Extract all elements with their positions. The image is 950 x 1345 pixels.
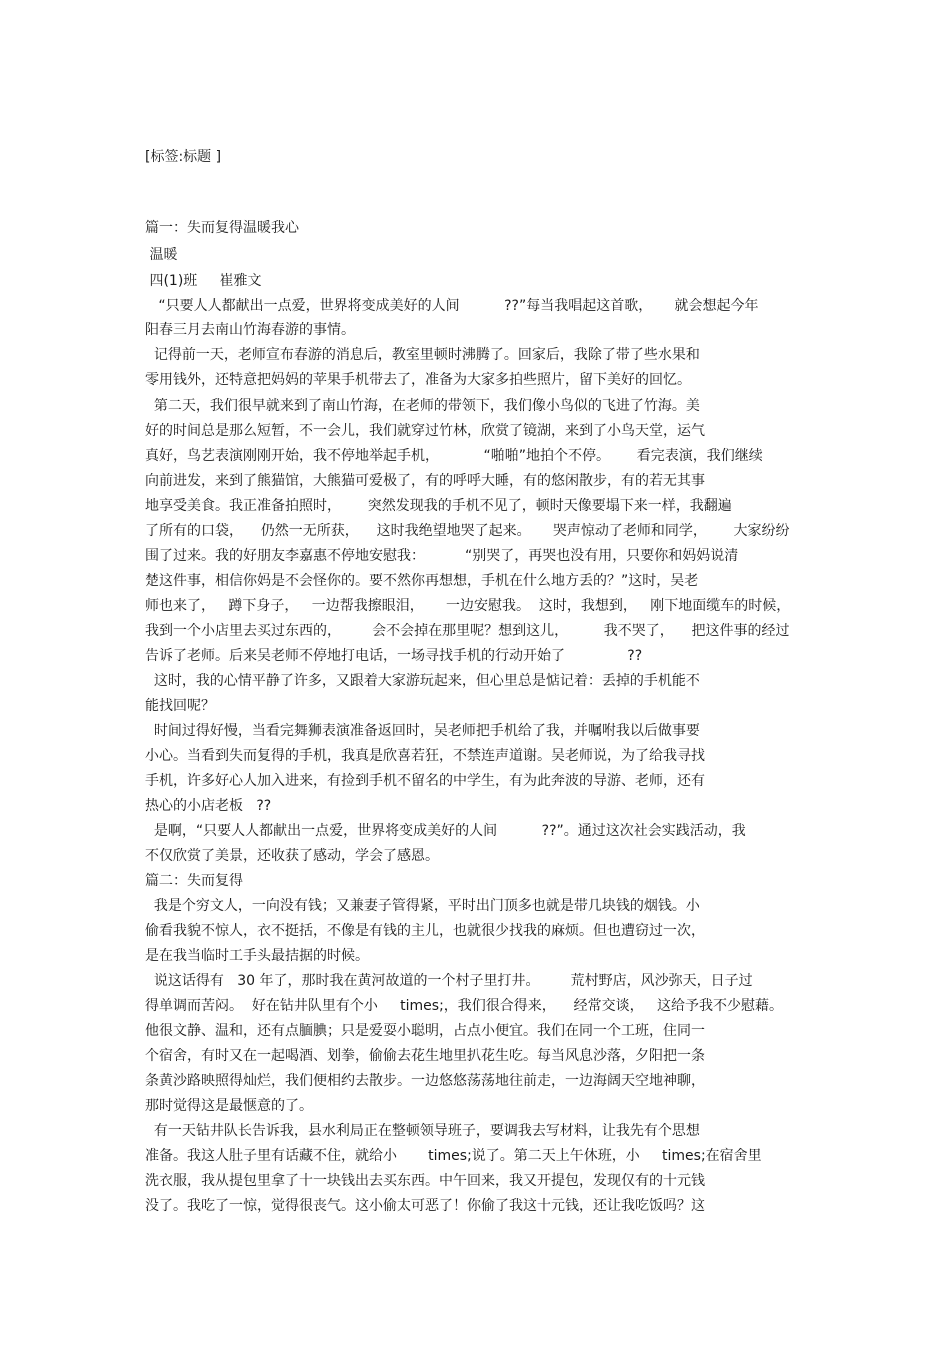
text-line: 能找回呢？: [145, 698, 215, 714]
text-line: 记得前一天，老师宣布春游的消息后，教室里顿时沸腾了。回家后，我除了带了些水果和: [145, 347, 700, 363]
text-line: 他很文静、温和，还有点腼腆；只是爱耍小聪明，占点小便宜。我们在同一个工班，住同一: [145, 1023, 705, 1039]
text-line: 围了过来。我的好朋友李嘉惠不停地安慰我： “别哭了，再哭也没有用，只要你和妈妈说清: [145, 548, 739, 564]
tag-line: [标签:标题 ]: [145, 149, 222, 165]
text-line: 篇一：失而复得温暖我心: [145, 220, 299, 236]
text-line: 好的时间总是那么短暂，不一会儿，我们就穿过竹林，欣赏了镜湖，来到了小鸟天堂，运气: [145, 423, 705, 439]
text-line: 真好，鸟艺表演刚刚开始，我不停地举起手机， “啪啪”地拍个不停。 看完表演，我们继续: [145, 448, 763, 464]
text-line: 是在我当临时工手头最拮据的时候。: [145, 948, 369, 964]
text-line: 小心。当看到失而复得的手机，我真是欣喜若狂，不禁连声道谢。吴老师说，为了给我寻找: [145, 748, 705, 764]
text-line: 我到一个小店里去买过东西的， 会不会掉在那里呢？想到这儿， 我不哭了， 把这件事的经过: [145, 623, 790, 639]
text-line: 时间过得好慢，当看完舞狮表演准备返回时，吴老师把手机给了我，并嘱咐我以后做事要: [145, 723, 700, 739]
text-line: 说这话得有 30 年了，那时我在黄河故道的一个村子里打井。 荒村野店，风沙弥天，日子过: [145, 973, 753, 989]
text-line: 不仅欣赏了美景，还收获了感动，学会了感恩。: [145, 848, 439, 864]
text-line: 准备。我这人肚子里有话藏不住，就给小 times;说了。第二天上午休班，小 times;在宿舍里: [145, 1148, 762, 1164]
text-line: 楚这件事，相信你妈是不会怪你的。要不然你再想想，手机在什么地方丢的？”这时，吴老: [145, 573, 699, 589]
text-line: 温暖: [145, 247, 178, 263]
text-line: 条黄沙路映照得灿烂，我们便相约去散步。一边悠悠荡荡地往前走，一边海阔天空地神聊，: [145, 1073, 705, 1089]
text-line: 那时觉得这是最惬意的了。: [145, 1098, 313, 1114]
text-line: “只要人人都献出一点爱，世界将变成美好的人间 ??”每当我唱起这首歌， 就会想起今年: [145, 298, 759, 314]
text-line: 偷看我貌不惊人，衣不挺括，不像是有钱的主儿，也就很少找我的麻烦。但也遭窃过一次，: [145, 923, 705, 939]
text-line: 个宿舍，有时又在一起喝酒、划拳，偷偷去花生地里扒花生吃。每当风息沙落，夕阳把一条: [145, 1048, 705, 1064]
text-line: 告诉了老师。后来吴老师不停地打电话，一场寻找手机的行动开始了 ??: [145, 648, 643, 664]
text-line: 四(1)班 崔雅文: [145, 273, 262, 289]
text-line: 有一天钻井队长告诉我，县水利局正在整顿领导班子，要调我去写材料，让我先有个思想: [145, 1123, 700, 1139]
text-line: 零用钱外，还特意把妈妈的苹果手机带去了，准备为大家多拍些照片，留下美好的回忆。: [145, 372, 691, 388]
text-line: 向前进发，来到了熊猫馆，大熊猫可爱极了，有的呼呼大睡，有的悠闲散步，有的若无其事: [145, 473, 705, 489]
text-line: 地享受美食。我正准备拍照时， 突然发现我的手机不见了，顿时天像要塌下来一样，我翻遍: [145, 498, 732, 514]
text-line: 第二天，我们很早就来到了南山竹海，在老师的带领下，我们像小鸟似的飞进了竹海。美: [145, 398, 700, 414]
text-line: 热心的小店老板 ??: [145, 798, 272, 814]
text-line: 阳春三月去南山竹海春游的事情。: [145, 322, 355, 338]
text-line: 没了。我吃了一惊，觉得很丧气。这小偷太可恶了！你偷了我这十元钱，还让我吃饭吗？这: [145, 1198, 705, 1214]
text-line: 篇二：失而复得: [145, 873, 243, 889]
text-line: 得单调而苦闷。 好在钻井队里有个小 times;，我们很合得来， 经常交谈， 这给予我不少慰藉。: [145, 998, 783, 1014]
text-line: 这时，我的心情平静了许多，又跟着大家游玩起来，但心里总是惦记着：丢掉的手机能不: [145, 673, 700, 689]
text-line: 洗衣服，我从提包里拿了十一块钱出去买东西。中午回来，我又开提包，发现仅有的十元钱: [145, 1173, 705, 1189]
text-line: 是啊，“只要人人都献出一点爱，世界将变成美好的人间 ??”。通过这次社会实践活动，我: [145, 823, 746, 839]
text-line: 手机，许多好心人加入进来，有捡到手机不留名的中学生，有为此奔波的导游、老师，还有: [145, 773, 705, 789]
text-line: 师也来了， 蹲下身子， 一边帮我擦眼泪， 一边安慰我。 这时，我想到， 刚下地面缆车的时候，: [145, 598, 791, 614]
text-line: 了所有的口袋， 仍然一无所获， 这时我绝望地哭了起来。 哭声惊动了老师和同学， 大家纷纷: [145, 523, 790, 539]
text-line: 我是个穷文人，一向没有钱；又兼妻子管得紧，平时出门顶多也就是带几块钱的烟钱。小: [145, 898, 700, 914]
